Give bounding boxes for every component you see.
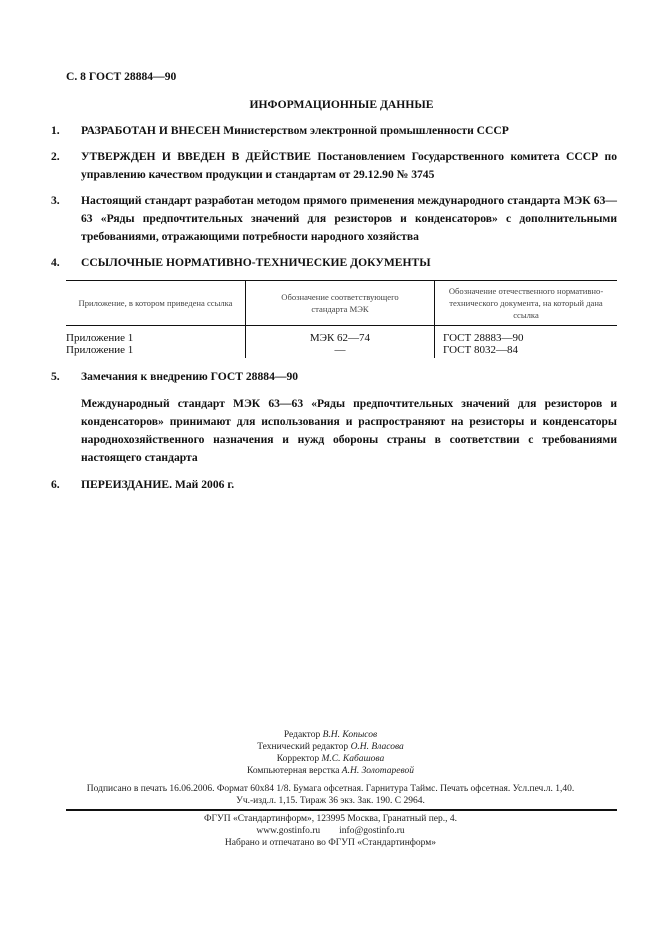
table-row: [66, 326, 617, 359]
column-header: Обозначение соответствующего стандарта МЭК: [246, 281, 435, 326]
item-3: [51, 192, 617, 246]
credit-role: Технический редактор: [257, 742, 349, 752]
cell-text: —: [334, 344, 346, 356]
column-header: Приложение, в котором приведена ссылка: [66, 281, 246, 326]
item-text: Замечания к внедрению ГОСТ 28884—90: [81, 370, 299, 383]
column-header: Обозначение отечественного нормативно-технического документа, на который дана ссылка: [435, 281, 618, 326]
credit-name: В.Н. Копысов: [322, 730, 378, 740]
item-number: 2.: [51, 150, 60, 163]
item-text: РАЗРАБОТАН И ВНЕСЕН Министерством электронной промышленности СССР: [81, 124, 509, 137]
table-cell: [66, 326, 246, 359]
cell-text: ГОСТ 8032—84: [443, 344, 518, 356]
imprint: [60, 783, 601, 807]
item-text: Настоящий стандарт разработан методом прямого применения международного стандарта МЭК 63—63 «Ряды предпочтительных значений для резисторов и конденсаторов» с дополнительными требованиями, отражающими потребности народного хозяйства: [81, 194, 617, 243]
credit-role: Компьютерная верстка: [246, 766, 340, 776]
publisher: [60, 813, 601, 849]
publisher-line: ФГУП «Стандартинформ», 123995 Москва, Гранатный пер., 4.: [203, 814, 458, 824]
table-cell: [435, 326, 618, 359]
credit-line: [60, 729, 601, 741]
item-5: [51, 368, 617, 386]
item-text: ССЫЛОЧНЫЕ НОРМАТИВНО-ТЕХНИЧЕСКИЕ ДОКУМЕНТЫ: [81, 256, 431, 269]
credits: [60, 729, 601, 777]
reference-table: [66, 280, 617, 358]
publisher-contacts: www.gostinfo.ru info@gostinfo.ru: [256, 826, 405, 836]
item-4: [51, 254, 617, 272]
document-body: [51, 68, 617, 494]
cell-text: МЭК 62—74: [309, 332, 371, 344]
item-text: ПЕРЕИЗДАНИЕ. Май 2006 г.: [81, 478, 235, 491]
divider: [66, 809, 617, 811]
note-paragraph: Международный стандарт МЭК 63—63 «Ряды предпочтительных значений для резисторов и конденсаторов» принимают для использования и распространяют на резисторы и конденсаторы народнохозяйственного назначения и нужд обороны страны в соответствии с требованиями настоящего стандарта: [81, 397, 617, 464]
item-number: 6.: [51, 478, 60, 491]
item-number: 3.: [51, 194, 60, 207]
item-2: [51, 148, 617, 184]
credit-name: М.С. Кабашова: [321, 754, 385, 764]
cell-text: Приложение 1: [66, 332, 134, 344]
credit-role: Корректор: [276, 754, 320, 764]
imprint-line: Уч.-изд.л. 1,15. Тираж 36 экз. Зак. 190. С 2964.: [236, 796, 425, 806]
cell-text: Приложение 1: [66, 344, 134, 356]
credit-role: Редактор: [283, 730, 321, 740]
item-number: 4.: [51, 256, 60, 269]
cell-text: ГОСТ 28883—90: [443, 332, 524, 344]
table-header-row: [66, 281, 617, 326]
credit-line: [60, 765, 601, 777]
item-6: [51, 476, 617, 494]
item-text: УТВЕРЖДЕН И ВВЕДЕН В ДЕЙСТВИЕ Постановлением Государственного комитета СССР по управлению качеством продукции и стандартам от 29.12.90 № 3745: [81, 150, 617, 181]
publisher-line: Набрано и отпечатано во ФГУП «Стандартинформ»: [224, 838, 437, 848]
credit-name: О.Н. Власова: [350, 742, 404, 752]
imprint-line: Подписано в печать 16.06.2006. Формат 60x84 1/8. Бумага офсетная. Гарнитура Таймс. Печать офсетная. Усл.печ.л. 1,40.: [86, 784, 575, 794]
item-number: 1.: [51, 124, 60, 137]
credit-name: А.Н. Золотаревой: [341, 766, 415, 776]
item-1: [51, 122, 617, 140]
credit-line: [60, 741, 601, 753]
section-title: ИНФОРМАЦИОННЫЕ ДАННЫЕ: [249, 98, 434, 111]
table-cell: [246, 326, 435, 359]
page-header: С. 8 ГОСТ 28884—90: [66, 70, 177, 83]
credit-line: [60, 753, 601, 765]
item-number: 5.: [51, 370, 60, 383]
